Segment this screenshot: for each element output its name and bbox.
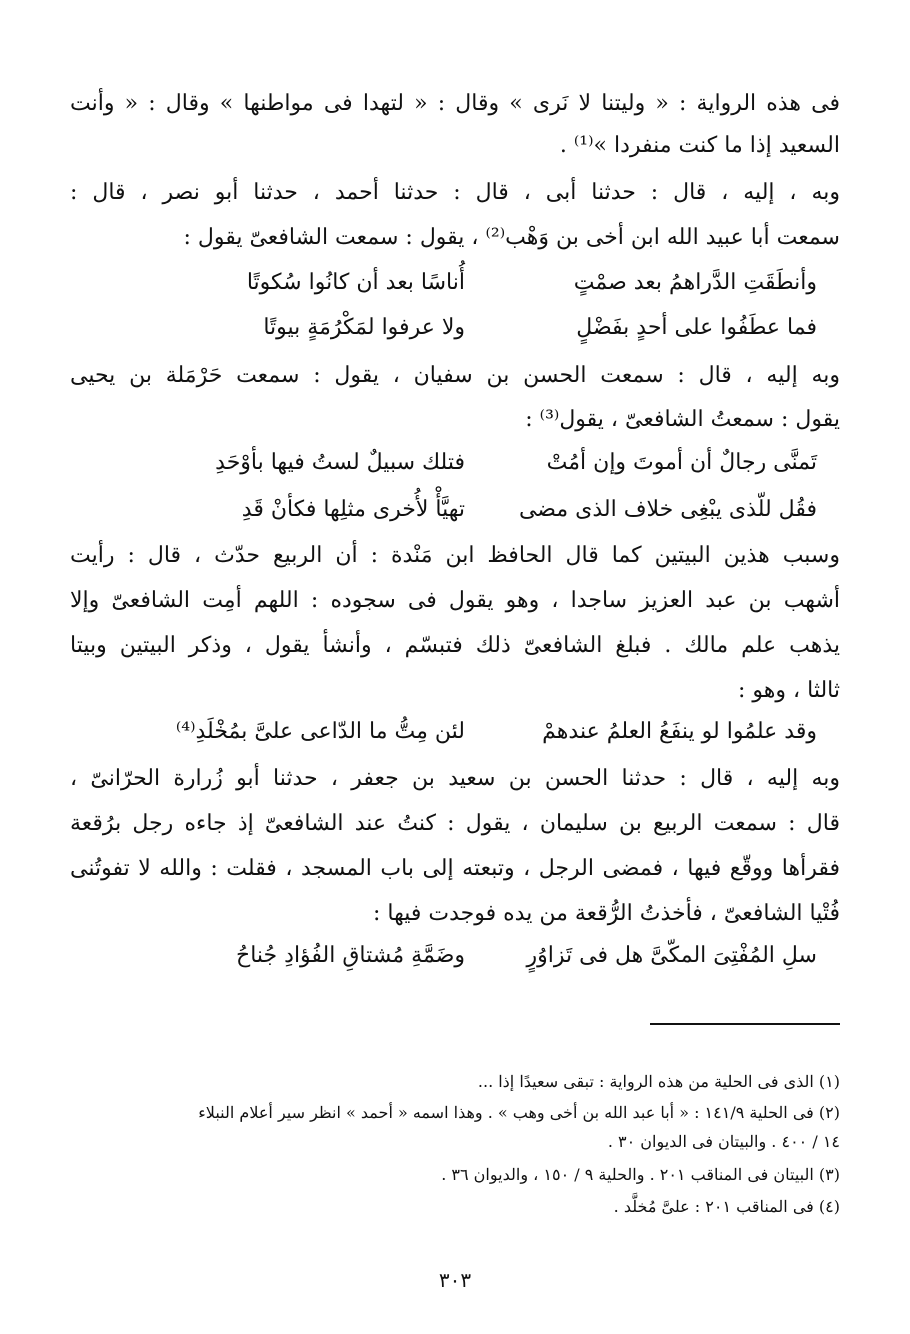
text-line: يذهب علم مالك . فبلغ الشافعىّ ذلك فتبسّم ، وأنشأ يقول ، وذكر البيتين وبيتا <box>70 633 840 658</box>
verse-hemistich: سلِ المُفْتِىَ المكّىَّ هل فى تَزاوُرٍ <box>526 943 817 968</box>
verse-hemistich: وضَمَّةِ مُشتاقِ الفُؤادِ جُناحُ <box>236 943 465 968</box>
text-line: وبه إليه ، قال : سمعت الحسن بن سفيان ، يقول : سمعت حَرْمَلة بن يحيى <box>70 363 840 388</box>
text-line: أشهب بن عبد العزيز ساجدا ، وهو يقول فى سجوده : اللهم أمِت الشافعىّ وإلا <box>70 588 840 613</box>
verse-hemistich: وقد علمُوا لو ينفَعُ العلمُ عندهمْ <box>542 719 817 744</box>
text-line: السعيد إذا ما كنت منفردا »⁽¹⁾ . <box>559 133 840 158</box>
verse-hemistich: فما عطَفُوا على أحدٍ بفَضْلٍ <box>576 315 817 340</box>
verse-hemistich: تهيَّأْ لأُخرى مثلِها فكأنْ قَدِ <box>241 497 465 522</box>
verse-hemistich: ولا عرفوا لمَكْرُمَةٍ بيوتًا <box>263 315 465 340</box>
text-line: وبه إليه ، قال : حدثنا الحسن بن سعيد بن جعفر ، حدثنا أبو زُرارة الحرّانىّ ، <box>70 766 840 791</box>
text-line: فُتْيا الشافعىّ ، فأخذتُ الرُّقعة من يده فوجدت فيها : <box>373 901 840 926</box>
verse-hemistich: تَمنَّى رجالٌ أن أموتَ وإن أمُتْ <box>546 450 817 475</box>
footnote: (٢) فى الحلية ١٤١/٩ : « أبا عبد الله بن أخى وهب » . وهذا اسمه « أحمد » انظر سير أعلام النبلاء <box>198 1103 840 1122</box>
footnote: (١) الذى فى الحلية من هذه الرواية : تبقى سعيدًا إذا ... <box>477 1072 840 1091</box>
text-line: قال : سمعت الربيع بن سليمان ، يقول : كنتُ عند الشافعىّ إذ جاءه رجل برُقعة <box>70 811 840 836</box>
footnote: (٤) فى المناقب ٢٠١ : علىَّ مُخلَّد . <box>613 1197 840 1216</box>
text-line: ثالثا ، وهو : <box>738 678 840 703</box>
text-line: وبه ، إليه ، قال : حدثنا أبى ، قال : حدثنا أحمد ، حدثنا أبو نصر ، قال : <box>70 180 840 205</box>
text-line: فقرأها ووقّع فيها ، فمضى الرجل ، وتبعته إلى باب المسجد ، فقلت : والله لا تفوتُنى <box>70 856 840 881</box>
verse-hemistich: فتلك سبيلٌ لستُ فيها بأوْحَدِ <box>215 450 465 475</box>
footnote: ١٤ / ٤٠٠ . والبيتان فى الديوان ٣٠ . <box>607 1132 840 1151</box>
verse-hemistich: لئن مِتُّ ما الدّاعى علىَّ بمُخْلَدِ⁽⁴⁾ <box>175 719 465 744</box>
page-number: ٣٠٣ <box>438 1268 472 1292</box>
text-line: يقول : سمعتُ الشافعىّ ، يقول⁽³⁾ : <box>525 407 840 432</box>
footnote-separator <box>650 1023 840 1025</box>
verse-hemistich: وأنطَقَتِ الدَّراهمُ بعد صمْتٍ <box>573 270 817 295</box>
text-line: فى هذه الرواية : « وليتنا لا نَرى » وقال : « لتهدا فى مواطنها » وقال : « وأنت <box>70 91 840 116</box>
verse-hemistich: أُناسًا بعد أن كانُوا سُكوتًا <box>246 270 465 295</box>
footnote: (٣) البيتان فى المناقب ٢٠١ . والحلية ٩ / ١٥٠ ، والديوان ٣٦ . <box>441 1165 840 1184</box>
text-line: وسبب هذين البيتين كما قال الحافظ ابن مَنْدة : أن الربيع حدّث ، قال : رأيت <box>70 543 840 568</box>
text-line: سمعت أبا عبيد الله ابن أخى بن وَهْب⁽²⁾ ، يقول : سمعت الشافعىّ يقول : <box>183 225 840 250</box>
verse-hemistich: فقُل للّذى يبْغِى خلاف الذى مضى <box>518 497 817 522</box>
